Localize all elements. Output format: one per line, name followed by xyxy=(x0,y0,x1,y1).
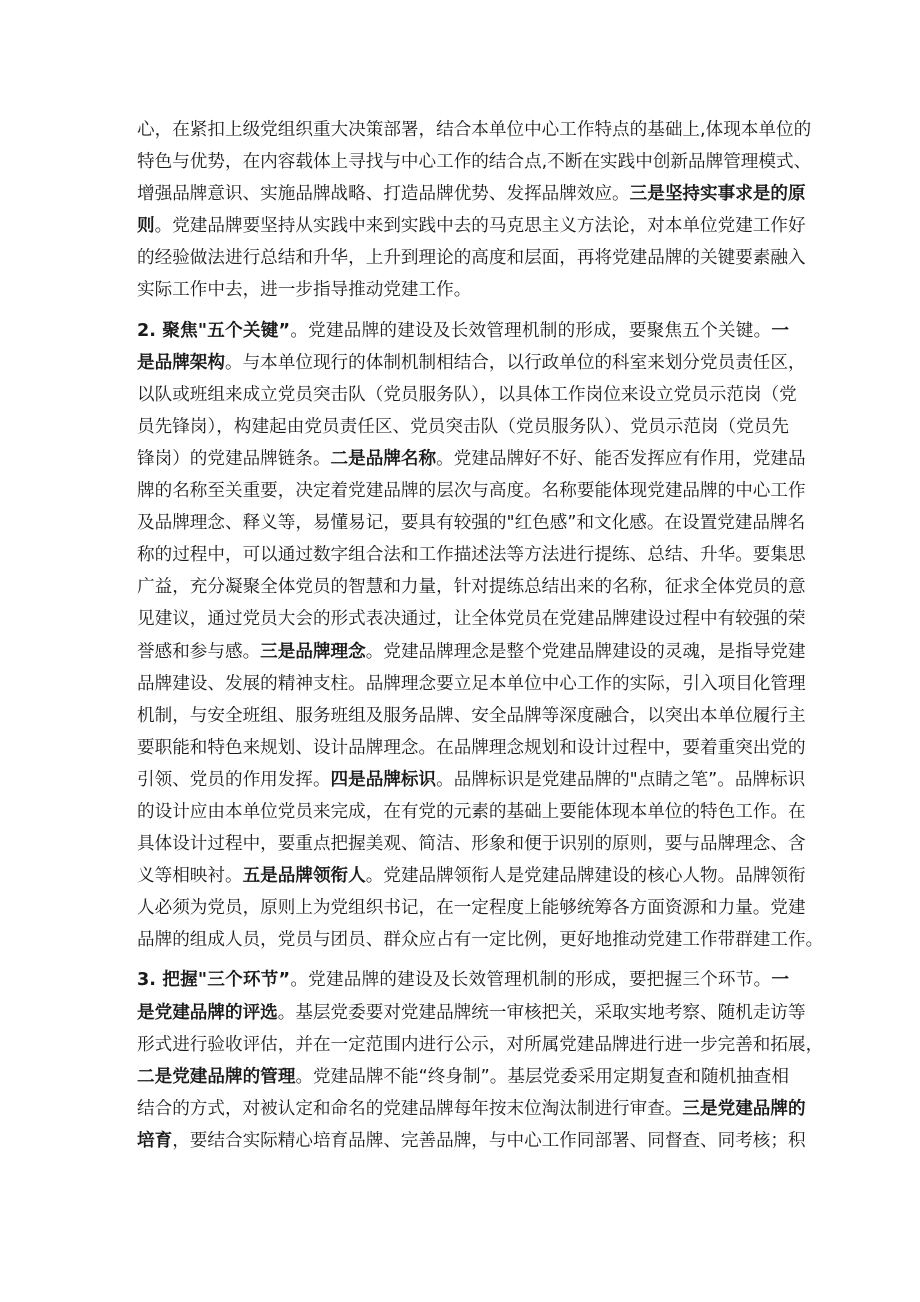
text-line xyxy=(137,828,806,860)
text-line xyxy=(137,475,806,507)
text-run: 。党建品牌理念是整个党建品牌建设的灵魂，是指导党建 xyxy=(365,641,806,662)
text-line xyxy=(137,700,806,732)
text-run: 及品牌理念、释义等，易懂易记，要具有较强的"红色感”和文化感。在设置党建品牌名 xyxy=(137,513,806,534)
text-run: 。党建品牌要坚持从实践中来到实践中去的马克思主义方法论，对本单位党建工作好 xyxy=(154,216,806,237)
bold-text-run: 五是品牌领衔人 xyxy=(242,866,366,887)
text-line xyxy=(137,411,789,443)
text-line xyxy=(137,1029,824,1061)
text-line xyxy=(137,539,806,571)
text-line xyxy=(137,892,806,924)
text-line xyxy=(137,274,789,306)
paragraph xyxy=(137,964,824,1157)
text-run: 品牌建设、发展的精神支柱。品牌理念要立足本单位中心工作的实际，引入项目化管理 xyxy=(137,673,806,694)
text-line xyxy=(137,732,806,764)
paragraph xyxy=(137,114,812,307)
bold-text-run: 一 xyxy=(771,970,789,991)
bold-text-run: 二是品牌名称 xyxy=(330,448,437,469)
text-run: 引领、党员的作用发挥。 xyxy=(137,769,331,790)
text-line xyxy=(137,146,812,178)
text-line xyxy=(137,1093,806,1125)
text-run: 誉感和参与感。 xyxy=(137,641,261,662)
text-line xyxy=(137,997,806,1029)
text-line xyxy=(137,764,806,796)
text-run: 具体设计过程中，要重点把握美观、简洁、形象和便于识别的原则，要与品牌理念、含 xyxy=(137,834,806,855)
text-line xyxy=(137,964,789,996)
text-run: 的设计应由本单位党员来完成，在有党的元素的基础上要能体现本单位的特色工作。在 xyxy=(137,801,806,822)
text-line xyxy=(137,668,806,700)
text-run: 。党建品牌好不好、能否发挥应有作用，党建品 xyxy=(436,448,806,469)
bold-text-run: 二是党建品牌的管理 xyxy=(137,1066,296,1087)
text-run: 锋岗）的党建品牌链条。 xyxy=(137,448,331,469)
bold-text-run: 是品牌架构 xyxy=(137,352,225,373)
text-run: 员先锋岗），构建起由党员责任区、党员突击队（党员服务队）、党员示范岗（党员先 xyxy=(137,416,789,437)
text-run: 心，在紧扣上级党组织重大决策部署，结合本单位中心工作特点的基础上,体现本单位的 xyxy=(137,120,812,140)
text-line xyxy=(137,347,806,379)
paragraph-gap xyxy=(137,307,789,315)
text-run: 的经验做法进行总结和升华，上升到理论的高度和层面，再将党建品牌的关键要素融入 xyxy=(137,248,806,269)
text-run: 。与本单位现行的体制机制相结合，以行政单位的科室来划分党员责任区， xyxy=(224,352,806,373)
text-run: 。党建品牌不能“终身制”。基层党委采用定期复查和随机抽查相 xyxy=(295,1066,789,1087)
text-run: 。党建品牌的建设及长效管理机制的形成，要把握三个环节。 xyxy=(290,970,772,991)
bold-text-run: 三是党建品牌的 xyxy=(682,1098,806,1119)
text-line xyxy=(137,242,806,274)
bold-text-run: 四是品牌标识 xyxy=(330,769,437,790)
bold-text-run: 一 xyxy=(771,320,789,341)
text-line xyxy=(137,924,824,956)
text-run: 品牌的组成人员，党员与团员、群众应占有一定比例，更好地推动党建工作带群建工作。 xyxy=(137,930,824,951)
text-line xyxy=(137,571,806,603)
text-run: 见建议，通过党员大会的形式表决通过，让全体党员在党建品牌建设过程中有较强的荣 xyxy=(137,609,806,630)
text-line xyxy=(137,860,806,892)
text-line xyxy=(137,379,797,411)
paragraph xyxy=(137,315,824,957)
bold-text-run: 培育 xyxy=(137,1130,173,1151)
text-run: 以队或班组来成立党员突击队（党员服务队），以具体工作岗位来设立党员示范岗（党 xyxy=(137,384,797,405)
text-run: 称的过程中，可以通过数字组合法和工作描述法等方法进行提练、总结、升华。要集思 xyxy=(137,545,806,566)
text-run: 。党建品牌的建设及长效管理机制的形成，要聚焦五个关键。 xyxy=(290,320,772,341)
text-run: 增强品牌意识、实施品牌战略、打造品牌优势、发挥品牌效应。 xyxy=(137,184,630,205)
text-run: 实际工作中去，进一步指导推动党建工作。 xyxy=(137,280,472,301)
bold-text-run: 2. 聚焦"五个关键” xyxy=(137,320,291,341)
text-run: ，要结合实际精心培育品牌、完善品牌，与中心工作同部署、同督查、同考核；积 xyxy=(172,1130,806,1151)
text-run: 。品牌标识是党建品牌的"点睛之笔”。品牌标识 xyxy=(436,769,806,790)
text-run: 特色与优势，在内容载体上寻找与中心工作的结合点,不断在实践中创新品牌管理模式、 xyxy=(137,152,812,173)
text-run: 结合的方式，对被认定和命名的党建品牌每年按末位淘汰制进行审查。 xyxy=(137,1098,683,1119)
bold-text-run: 三是坚持实事求是的原 xyxy=(629,184,806,205)
text-line xyxy=(137,315,789,347)
text-run: 。党建品牌领衔人是党建品牌建设的核心人物。品牌领衔 xyxy=(365,866,806,887)
text-line xyxy=(137,636,806,668)
text-run: 。基层党委要对党建品牌统一审核把关，采取实地考察、随机走访等 xyxy=(277,1002,806,1023)
text-line xyxy=(137,603,806,635)
text-run: 义等相映衬。 xyxy=(137,866,243,887)
bold-text-run: 三是品牌理念 xyxy=(260,641,366,662)
bold-text-run: 是党建品牌的评选 xyxy=(137,1002,278,1023)
bold-text-run: 3. 把握"三个环节” xyxy=(137,970,291,991)
bold-text-run: 则 xyxy=(137,216,155,237)
paragraph-gap xyxy=(137,956,789,964)
text-line xyxy=(137,210,806,242)
text-line xyxy=(137,443,806,475)
text-line xyxy=(137,1061,789,1093)
text-line xyxy=(137,507,806,539)
text-run: 机制，与安全班组、服务班组及服务品牌、安全品牌等深度融合，以突出本单位履行主 xyxy=(137,705,806,726)
text-run: 形式进行验收评估，并在一定范围内进行公示，对所属党建品牌进行进一步完善和拓展， xyxy=(137,1034,824,1055)
text-line xyxy=(137,114,812,146)
text-run: 要职能和特色来规划、设计品牌理念。在品牌理念规划和设计过程中，要着重突出党的 xyxy=(137,737,806,758)
text-run: 人必须为党员，原则上为党组织书记，在一定程度上能够统筹各方面资源和力量。党建 xyxy=(137,898,806,919)
text-run: 牌的名称至关重要，决定着党建品牌的层次与高度。名称要能体现党建品牌的中心工作 xyxy=(137,481,806,502)
text-run: 广益，充分凝聚全体党员的智慧和力量，针对提练总结出来的名称，征求全体党员的意 xyxy=(137,577,806,598)
text-line xyxy=(137,796,806,828)
text-line xyxy=(137,1125,806,1157)
text-line xyxy=(137,178,806,210)
document-page xyxy=(137,114,824,1157)
